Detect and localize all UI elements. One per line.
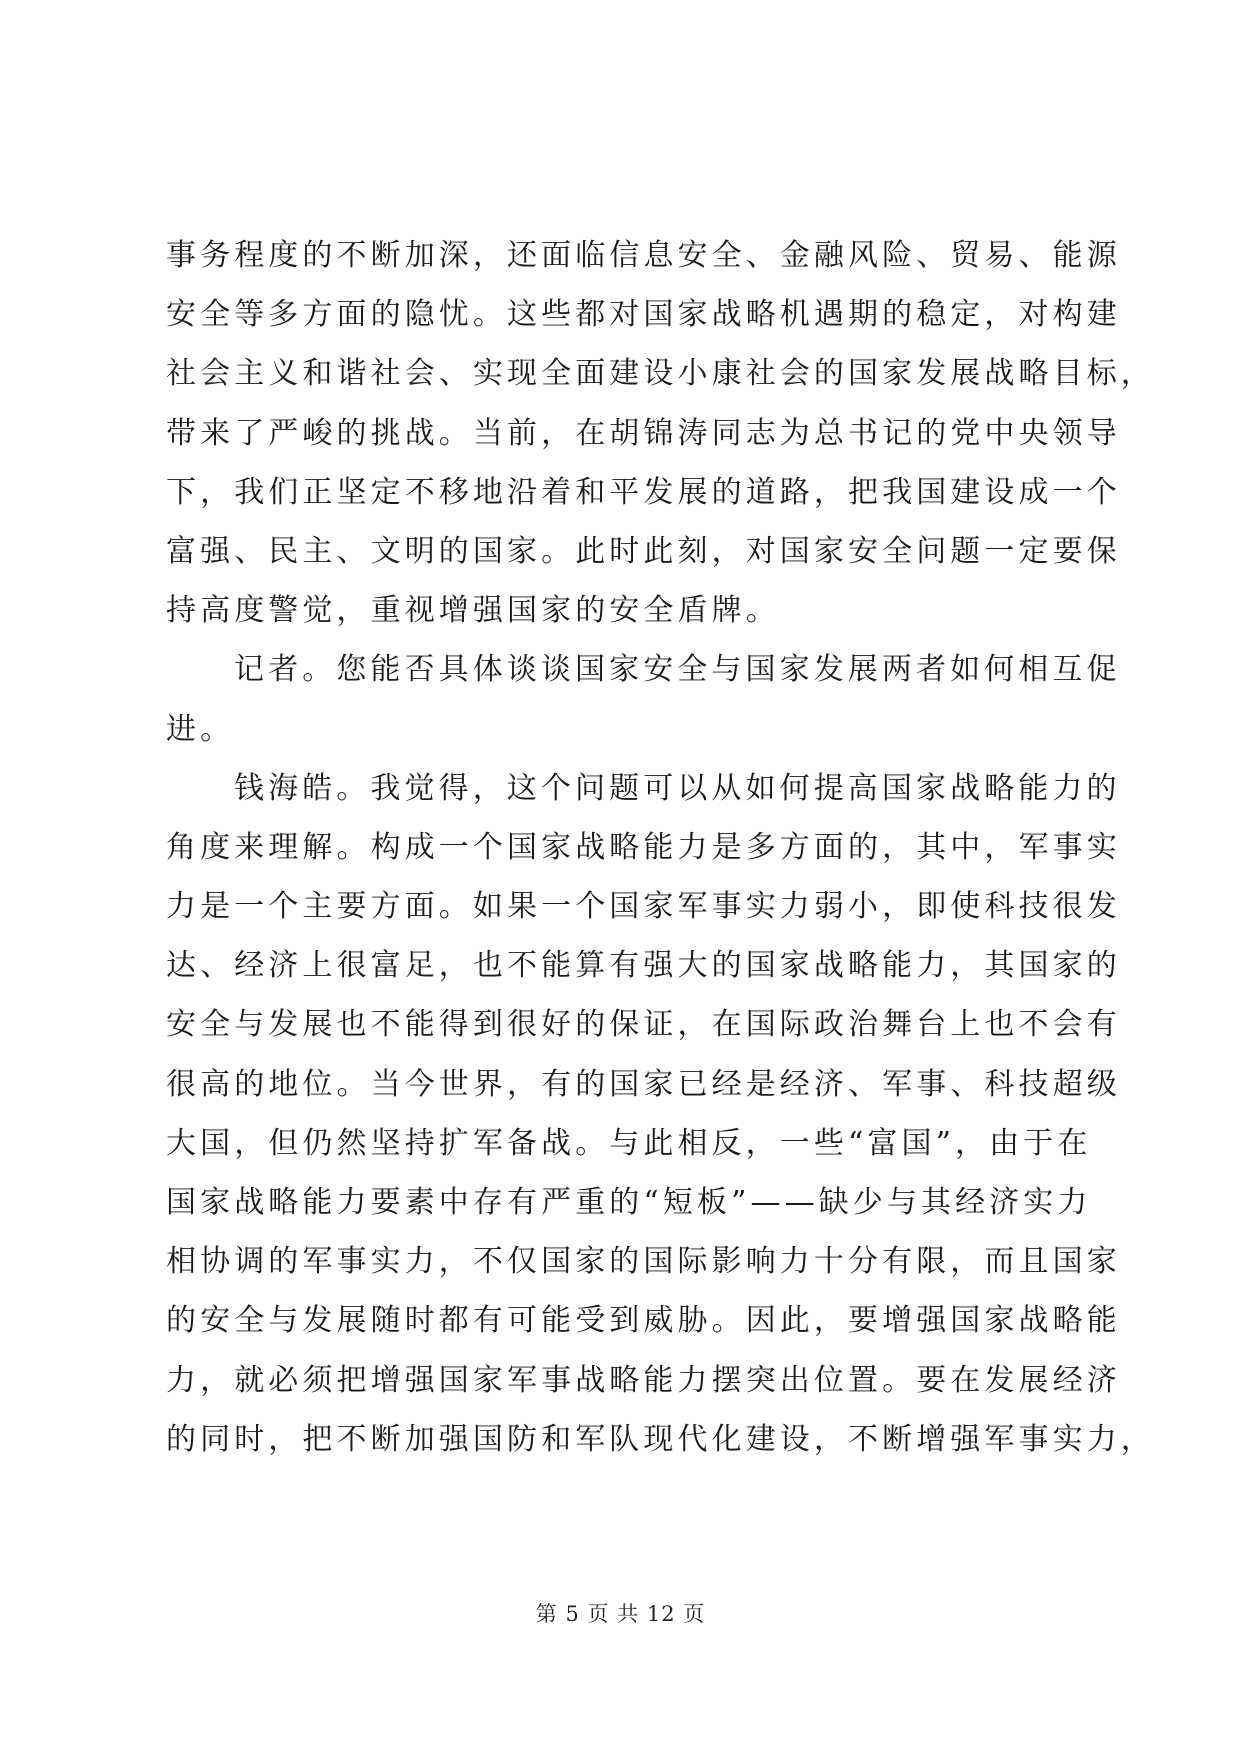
text-line: 下，我们正坚定不移地沿着和平发展的道路，把我国建设成一个 [166, 474, 1121, 510]
text-line: 社会主义和谐社会、实现全面建设小康社会的国家发展战略目标， [166, 356, 1155, 392]
text-line: 安全与发展也不能得到很好的保证，在国际政治舞台上也不会有 [166, 1007, 1121, 1043]
text-line: 钱海皓。我觉得，这个问题可以从如何提高国家战略能力的 [234, 770, 1121, 806]
text-line: 大国，但仍然坚持扩军备战。与此相反，一些“富国”，由于在 [166, 1125, 1092, 1161]
text-line: 国家战略能力要素中存有严重的“短板”——缺少与其经济实力 [166, 1185, 1092, 1220]
body-text [166, 226, 1155, 1469]
text-line: 力是一个主要方面。如果一个国家军事实力弱小，即使科技很发 [166, 889, 1121, 925]
text-line: 很高的地位。当今世界，有的国家已经是经济、军事、科技超级 [166, 1066, 1121, 1102]
text-line: 带来了严峻的挑战。当前，在胡锦涛同志为总书记的党中央领导 [166, 415, 1121, 451]
page-footer: 第 5 页 共 12 页 [535, 1602, 706, 1626]
text-line: 的安全与发展随时都有可能受到威胁。因此，要增强国家战略能 [166, 1303, 1121, 1339]
text-line: 记者。您能否具体谈谈国家安全与国家发展两者如何相互促 [234, 652, 1121, 688]
text-line: 力，就必须把增强国家军事战略能力摆突出位置。要在发展经济 [166, 1362, 1121, 1398]
text-line: 事务程度的不断加深，还面临信息安全、金融风险、贸易、能源 [166, 238, 1121, 273]
text-line: 角度来理解。构成一个国家战略能力是多方面的，其中，军事实 [166, 829, 1121, 865]
text-line: 达、经济上很富足，也不能算有强大的国家战略能力，其国家的 [166, 948, 1121, 984]
text-line: 富强、民主、文明的国家。此时此刻，对国家安全问题一定要保 [166, 533, 1121, 569]
text-line: 进。 [166, 711, 235, 747]
text-line: 安全等多方面的隐忧。这些都对国家战略机遇期的稳定，对构建 [166, 297, 1121, 333]
text-line: 持高度警觉，重视增强国家的安全盾牌。 [166, 593, 780, 629]
text-line: 相协调的军事实力，不仅国家的国际影响力十分有限，而且国家 [166, 1244, 1121, 1280]
text-line: 的同时，把不断加强国防和军队现代化建设，不断增强军事实力， [166, 1421, 1155, 1457]
